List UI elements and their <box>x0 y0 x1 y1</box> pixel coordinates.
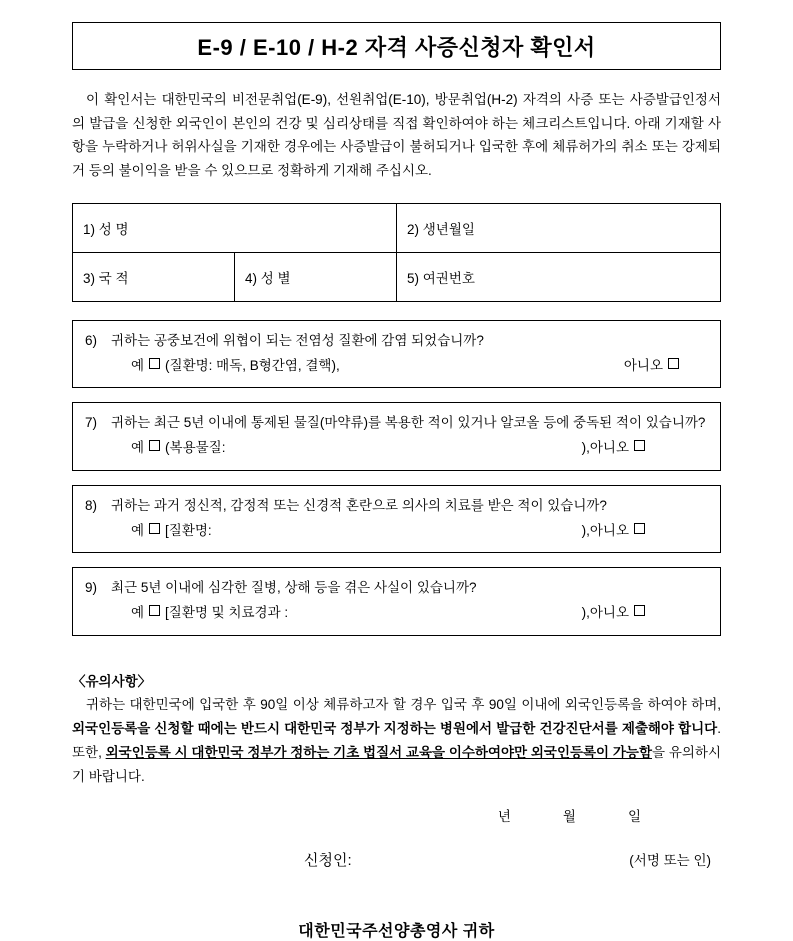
question-6-no[interactable] <box>624 355 708 377</box>
field-name[interactable]: 1) 성 명 <box>73 203 397 252</box>
question-7-yes[interactable] <box>131 437 225 459</box>
field-birthdate[interactable]: 2) 생년월일 <box>397 203 721 252</box>
question-9-no[interactable] <box>590 602 708 624</box>
question-9-yes-detail-end: ), <box>581 605 590 621</box>
question-9-yes[interactable] <box>131 602 288 624</box>
notice-part5: 을 유의하시기 바랍니다. <box>72 744 721 784</box>
question-8-head <box>85 495 708 517</box>
field-nationality[interactable]: 3) 국 적 <box>73 252 235 301</box>
field-gender[interactable]: 4) 성 별 <box>235 252 397 301</box>
question-7-no-label: 아니오 <box>589 440 629 456</box>
question-6-no-label: 아니오 <box>623 357 663 373</box>
question-7-no[interactable] <box>590 437 708 459</box>
question-8-yes-label: 예 <box>131 522 145 538</box>
question-9-number: 9) <box>85 580 98 596</box>
date-spacer-2 <box>576 805 628 825</box>
notice-part3: . 또한, <box>72 720 721 760</box>
question-6-head <box>85 330 708 352</box>
document-page <box>0 22 793 940</box>
question-9-text: 최근 5년 이내에 심각한 질병, 상해 등을 겪은 사실이 있습니까? <box>111 580 477 596</box>
question-9-no-label: 아니오 <box>589 605 629 621</box>
question-block-9 <box>72 567 721 636</box>
checkbox-icon[interactable] <box>634 440 645 451</box>
question-7-head <box>85 412 708 434</box>
field-passport-number[interactable]: 5) 여권번호 <box>397 252 721 301</box>
table-row <box>73 203 721 252</box>
question-8-yes-detail: [질환명: <box>165 522 212 538</box>
question-9-answers <box>85 602 708 624</box>
date-year-label[interactable]: 년 <box>497 808 511 824</box>
question-7-yes-detail: (복용물질: <box>165 440 226 456</box>
notice-part2: 외국인등록을 신청할 때에는 반드시 대한민국 정부가 지정하는 병원에서 발급한 건강진단서를 제출해야 합니다 <box>72 720 718 736</box>
question-6-yes-label: 예 <box>131 357 145 373</box>
notice-part4: 외국인등록 시 대한민국 정부가 정하는 기초 법질서 교육을 이수하여야만 외국인등록이 가능함 <box>105 744 653 760</box>
table-row <box>73 252 721 301</box>
notice-body <box>72 693 721 789</box>
checkbox-icon[interactable] <box>149 523 160 534</box>
question-8-number: 8) <box>85 497 98 513</box>
checkbox-icon[interactable] <box>634 605 645 616</box>
question-8-text: 귀하는 과거 정신적, 감정적 또는 신경적 혼란으로 의사의 치료를 받은 적이 있습니까? <box>111 497 607 513</box>
question-6-text: 귀하는 공중보건에 위협이 되는 전염성 질환에 감염 되었습니까? <box>111 332 484 348</box>
intro-paragraph <box>72 88 721 183</box>
date-line <box>72 805 721 825</box>
checkbox-icon[interactable] <box>149 358 160 369</box>
footer-addressee: 대한민국주선양총영사 귀하 <box>298 922 495 940</box>
question-6-answers <box>85 355 708 377</box>
question-8-yes-detail-end: ), <box>581 522 590 538</box>
question-7-yes-detail-end: ), <box>581 440 590 456</box>
question-8-answers <box>85 520 708 542</box>
question-6-yes-detail: (질환명: 매독, B형간염, 결핵), <box>165 357 340 373</box>
signature-label[interactable]: 신청인: <box>304 851 352 869</box>
date-day-label[interactable]: 일 <box>627 808 641 824</box>
question-8-no-label: 아니오 <box>589 522 629 538</box>
question-8-no[interactable] <box>590 520 708 542</box>
checkbox-icon[interactable] <box>149 605 160 616</box>
date-month-label[interactable]: 월 <box>562 808 576 824</box>
question-7-text: 귀하는 최근 5년 이내에 통제된 물질(마약류)를 복용한 적이 있거나 알코올 등에 중독된 적이 있습니까? <box>111 415 706 431</box>
question-block-6 <box>72 320 721 389</box>
question-8-yes[interactable] <box>131 520 212 542</box>
question-7-answers <box>85 437 708 459</box>
question-6-yes[interactable] <box>131 355 340 377</box>
notice-part1: 귀하는 대한민국에 입국한 후 90일 이상 체류하고자 할 경우 입국 후 90일 이내에 외국인등록을 하여야 하며, <box>86 696 721 712</box>
identity-table <box>72 203 721 302</box>
date-spacer-1 <box>511 805 563 825</box>
question-7-yes-label: 예 <box>131 440 145 456</box>
checkbox-icon[interactable] <box>634 523 645 534</box>
checkbox-icon[interactable] <box>149 440 160 451</box>
signature-row <box>72 849 721 870</box>
notice-heading: 〈유의사항〉 <box>72 673 152 689</box>
page-title: E-9 / E-10 / H-2 자격 사증신청자 확인서 <box>197 34 596 60</box>
question-6-number: 6) <box>85 332 98 348</box>
checkbox-icon[interactable] <box>668 358 679 369</box>
title-box <box>72 22 721 70</box>
question-9-yes-detail: [질환명 및 치료경과 : <box>165 605 289 621</box>
intro-text: 이 확인서는 대한민국의 비전문취업(E-9), 선원취업(E-10), 방문취업(H-2) 자격의 사증 또는 사증발급인정서의 발급을 신청한 외국인이 본인의 건강 및 심리상태를 직접 확인하여야 하는 체크리스트입니다. 아래 기재할 사항을 누락하거나 허위사실을 기재한 경우에는 사증발급이 불허되거나 입국한 후에 체류허가의 취소 또는 강제퇴거 등의 불이익을 받을 수 있으므로 정확하게 기재해 주십시오. <box>72 92 721 178</box>
question-block-7 <box>72 402 721 471</box>
question-block-8 <box>72 485 721 554</box>
question-9-head <box>85 577 708 599</box>
question-7-number: 7) <box>85 415 98 431</box>
signature-note: (서명 또는 인) <box>629 852 711 868</box>
question-9-yes-label: 예 <box>131 605 145 621</box>
